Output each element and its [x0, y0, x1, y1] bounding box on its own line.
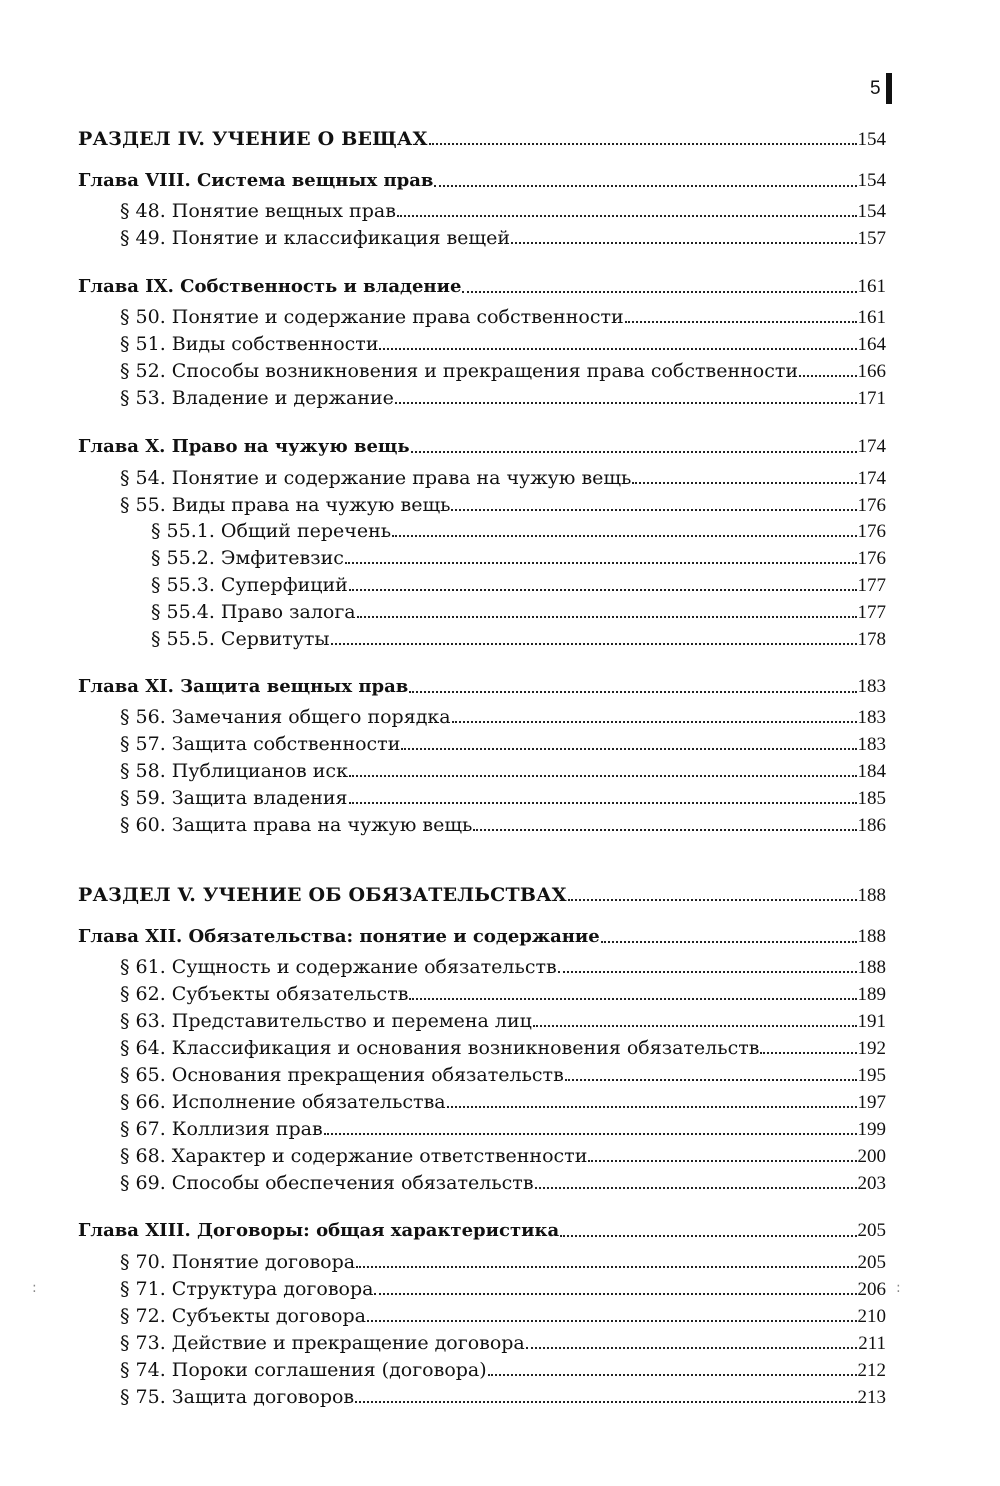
toc-entry-title: § 55. Виды права на чужую вещь — [120, 494, 451, 516]
toc-entry-page: 176 — [857, 495, 886, 516]
leader-dots — [345, 559, 857, 564]
leader-dots — [411, 448, 857, 453]
toc-chapter-9[interactable] — [78, 274, 886, 300]
leader-dots — [331, 640, 857, 645]
toc-chapter-10[interactable] — [78, 434, 886, 460]
toc-entry-title: § 72. Субъекты договора — [120, 1305, 366, 1327]
toc-entry-page: 174 — [857, 436, 886, 457]
toc-paragraph-73[interactable] — [78, 1330, 886, 1356]
toc-entry-title: § 52. Способы возникновения и прекращения права собственности — [120, 360, 799, 382]
toc-entry-page: 203 — [857, 1173, 886, 1194]
leader-dots — [535, 1184, 857, 1189]
toc-entry-page: 178 — [857, 629, 886, 650]
toc-entry-page: 157 — [857, 228, 886, 249]
leader-dots — [349, 799, 857, 804]
toc-entry-title: § 61. Сущность и содержание обязательств — [120, 956, 557, 978]
toc-entry-title: Глава VIII. Система вещных прав — [78, 170, 434, 191]
toc-paragraph-70[interactable] — [78, 1249, 886, 1275]
toc-entry-page: 166 — [857, 361, 886, 382]
toc-paragraph-59[interactable] — [78, 785, 886, 811]
toc-entry-title: РАЗДЕЛ V. УЧЕНИЕ ОБ ОБЯЗАТЕЛЬСТВАХ — [78, 884, 567, 906]
toc-entry-title: Глава XII. Обязательства: понятие и содержание — [78, 926, 600, 947]
toc-entry-page: 212 — [857, 1360, 886, 1381]
leader-dots — [451, 506, 856, 511]
toc-entry-title: § 55.4. Право залога — [151, 601, 356, 623]
toc-subparagraph-55-2[interactable] — [78, 545, 886, 571]
toc-entry-title: § 62. Субъекты обязательств — [120, 983, 409, 1005]
scan-speck: : — [32, 1280, 37, 1296]
toc-entry-page: 185 — [857, 788, 886, 809]
toc-paragraph-50[interactable] — [78, 304, 886, 330]
toc-paragraph-63[interactable] — [78, 1008, 886, 1034]
toc-entry-page: 161 — [857, 276, 886, 297]
toc-paragraph-57[interactable] — [78, 731, 886, 757]
leader-dots — [395, 399, 857, 404]
toc-paragraph-74[interactable] — [78, 1357, 886, 1383]
page-marker-bar — [886, 73, 892, 104]
toc-entry-page: 211 — [858, 1333, 886, 1354]
toc-paragraph-53[interactable] — [78, 385, 886, 411]
scan-speck: : — [896, 1280, 901, 1296]
toc-entry-title: § 48. Понятие вещных прав — [120, 200, 396, 222]
toc-paragraph-68[interactable] — [78, 1143, 886, 1169]
toc-entry-title: § 73. Действие и прекращение договора — [120, 1332, 525, 1354]
toc-entry-title: Глава XIII. Договоры: общая характеристика — [78, 1220, 560, 1241]
toc-entry-title: § 65. Основания прекращения обязательств — [120, 1064, 564, 1086]
toc-entry-page: 191 — [857, 1011, 886, 1032]
toc-paragraph-65[interactable] — [78, 1062, 886, 1088]
leader-dots — [473, 826, 856, 831]
toc-entry-page: 188 — [857, 957, 886, 978]
leader-dots — [601, 938, 857, 943]
toc-entry-title: § 55.3. Суперфиций — [151, 574, 348, 596]
toc-section-5[interactable] — [78, 882, 886, 908]
toc-entry-page: 174 — [857, 468, 886, 489]
leader-dots — [625, 318, 857, 323]
toc-entry-title: § 56. Замечания общего порядка — [120, 706, 451, 728]
toc-entry-title: § 74. Пороки соглашения (договора) — [120, 1359, 487, 1381]
toc-entry-page: 177 — [857, 602, 886, 623]
leader-dots — [357, 613, 857, 618]
toc-entry-title: Глава IX. Собственность и владение — [78, 276, 462, 297]
toc-entry-title: § 71. Структура договора — [120, 1278, 374, 1300]
leader-dots — [349, 586, 857, 591]
toc-paragraph-69[interactable] — [78, 1170, 886, 1196]
toc-entry-title: РАЗДЕЛ IV. УЧЕНИЕ О ВЕЩАХ — [78, 128, 428, 150]
leader-dots — [568, 896, 857, 901]
toc-entry-title: § 51. Виды собственности — [120, 333, 379, 355]
leader-dots — [462, 288, 856, 293]
leader-dots — [356, 1263, 856, 1268]
leader-dots — [401, 745, 856, 750]
leader-dots — [632, 479, 856, 484]
toc-entry-page: 184 — [857, 761, 886, 782]
leader-dots — [409, 995, 856, 1000]
toc-entry-page: 210 — [857, 1306, 886, 1327]
toc-entry-page: 154 — [857, 129, 886, 150]
toc-entry-title: § 55.1. Общий перечень — [151, 520, 392, 542]
toc-entry-title: § 58. Публицианов иск — [120, 760, 348, 782]
leader-dots — [374, 1290, 856, 1295]
toc-entry-title: § 69. Способы обеспечения обязательств — [120, 1172, 534, 1194]
toc-paragraph-62[interactable] — [78, 981, 886, 1007]
toc-chapter-8[interactable] — [78, 168, 886, 194]
toc-entry-page: 176 — [857, 548, 886, 569]
toc-entry-title: § 68. Характер и содержание ответственности — [120, 1145, 588, 1167]
leader-dots — [533, 1022, 857, 1027]
toc-entry-page: 195 — [857, 1065, 886, 1086]
toc-entry-page: 200 — [857, 1146, 886, 1167]
toc-entry-page: 189 — [857, 984, 886, 1005]
leader-dots — [429, 140, 857, 145]
leader-dots — [565, 1076, 857, 1081]
toc-paragraph-60[interactable] — [78, 812, 886, 838]
toc-entry-title: § 64. Классификация и основания возникновения обязательств — [120, 1037, 760, 1059]
toc-entry-title: § 59. Защита владения — [120, 787, 348, 809]
toc-subparagraph-55-3[interactable] — [78, 572, 886, 598]
toc-entry-page: 183 — [857, 734, 886, 755]
toc-entry-page: 164 — [857, 334, 886, 355]
toc-section-4[interactable] — [78, 126, 886, 152]
toc-entry-title: § 54. Понятие и содержание права на чужую вещь — [120, 467, 632, 489]
toc-entry-title: § 50. Понятие и содержание права собственности — [120, 306, 624, 328]
toc-entry-title: § 57. Защита собственности — [120, 733, 401, 755]
toc-entry-page: 197 — [857, 1092, 886, 1113]
toc-entry-page: 205 — [857, 1220, 886, 1241]
leader-dots — [434, 182, 856, 187]
toc-paragraph-55[interactable] — [78, 492, 886, 518]
leader-dots — [324, 1130, 857, 1135]
toc-entry-title: § 55.2. Эмфитевзис — [151, 547, 344, 569]
toc-entry-page: 176 — [857, 521, 886, 542]
leader-dots — [799, 372, 856, 377]
toc-chapter-12[interactable] — [78, 924, 886, 950]
leader-dots — [452, 718, 857, 723]
leader-dots — [447, 1103, 857, 1108]
leader-dots — [349, 772, 857, 777]
toc-paragraph-58[interactable] — [78, 758, 886, 784]
leader-dots — [588, 1157, 856, 1162]
toc-paragraph-72[interactable] — [78, 1303, 886, 1329]
toc-subparagraph-55-1[interactable] — [78, 518, 886, 544]
toc-paragraph-61[interactable] — [78, 954, 886, 980]
leader-dots — [560, 1232, 856, 1237]
toc-paragraph-48[interactable] — [78, 198, 886, 224]
toc-paragraph-66[interactable] — [78, 1089, 886, 1115]
toc-subparagraph-55-5[interactable] — [78, 626, 886, 652]
toc-subparagraph-55-4[interactable] — [78, 599, 886, 625]
toc-paragraph-71[interactable] — [78, 1276, 886, 1302]
toc-chapter-13[interactable] — [78, 1218, 886, 1244]
toc-paragraph-67[interactable] — [78, 1116, 886, 1142]
toc-entry-page: 183 — [857, 707, 886, 728]
toc-paragraph-56[interactable] — [78, 704, 886, 730]
toc-entry-title: § 53. Владение и держание — [120, 387, 394, 409]
leader-dots — [511, 239, 857, 244]
leader-dots — [558, 968, 857, 973]
toc-entry-page: 154 — [857, 201, 886, 222]
toc-paragraph-54[interactable] — [78, 465, 886, 491]
leader-dots — [526, 1344, 857, 1349]
leader-dots — [379, 345, 856, 350]
toc-entry-page: 205 — [857, 1252, 886, 1273]
leader-dots — [760, 1049, 856, 1054]
toc-entry-page: 183 — [857, 676, 886, 697]
leader-dots — [397, 212, 857, 217]
page-number: 5 — [870, 78, 881, 99]
toc-entry-title: § 70. Понятие договора — [120, 1251, 356, 1273]
toc-entry-title: § 66. Исполнение обязательства — [120, 1091, 446, 1113]
toc-entry-page: 213 — [857, 1387, 886, 1408]
toc-entry-title: § 63. Представительство и перемена лиц — [120, 1010, 532, 1032]
toc-entry-title: § 75. Защита договоров — [120, 1386, 355, 1408]
leader-dots — [488, 1371, 857, 1376]
toc-entry-page: 177 — [857, 575, 886, 596]
toc-entry-page: 186 — [857, 815, 886, 836]
toc-entry-title: § 67. Коллизия прав — [120, 1118, 323, 1140]
leader-dots — [409, 688, 856, 693]
toc-entry-page: 161 — [857, 307, 886, 328]
toc-paragraph-52[interactable] — [78, 358, 886, 384]
toc-entry-page: 188 — [857, 885, 886, 906]
toc-chapter-11[interactable] — [78, 674, 886, 700]
toc-entry-title: Глава X. Право на чужую вещь — [78, 436, 410, 457]
leader-dots — [392, 532, 856, 537]
toc-entry-title: § 49. Понятие и классификация вещей — [120, 227, 510, 249]
toc-paragraph-64[interactable] — [78, 1035, 886, 1061]
toc-paragraph-51[interactable] — [78, 331, 886, 357]
toc-entry-page: 188 — [857, 926, 886, 947]
toc-entry-title: § 60. Защита права на чужую вещь — [120, 814, 473, 836]
toc-entry-page: 199 — [857, 1119, 886, 1140]
toc-entry-page: 206 — [857, 1279, 886, 1300]
toc-entry-page: 154 — [857, 170, 886, 191]
leader-dots — [355, 1398, 856, 1403]
toc-entry-title: § 55.5. Сервитуты — [151, 628, 330, 650]
toc-entry-page: 192 — [857, 1038, 886, 1059]
toc-paragraph-75[interactable] — [78, 1384, 886, 1410]
leader-dots — [367, 1317, 857, 1322]
toc-entry-title: Глава XI. Защита вещных прав — [78, 676, 409, 697]
toc-entry-page: 171 — [857, 388, 886, 409]
toc-paragraph-49[interactable] — [78, 225, 886, 251]
